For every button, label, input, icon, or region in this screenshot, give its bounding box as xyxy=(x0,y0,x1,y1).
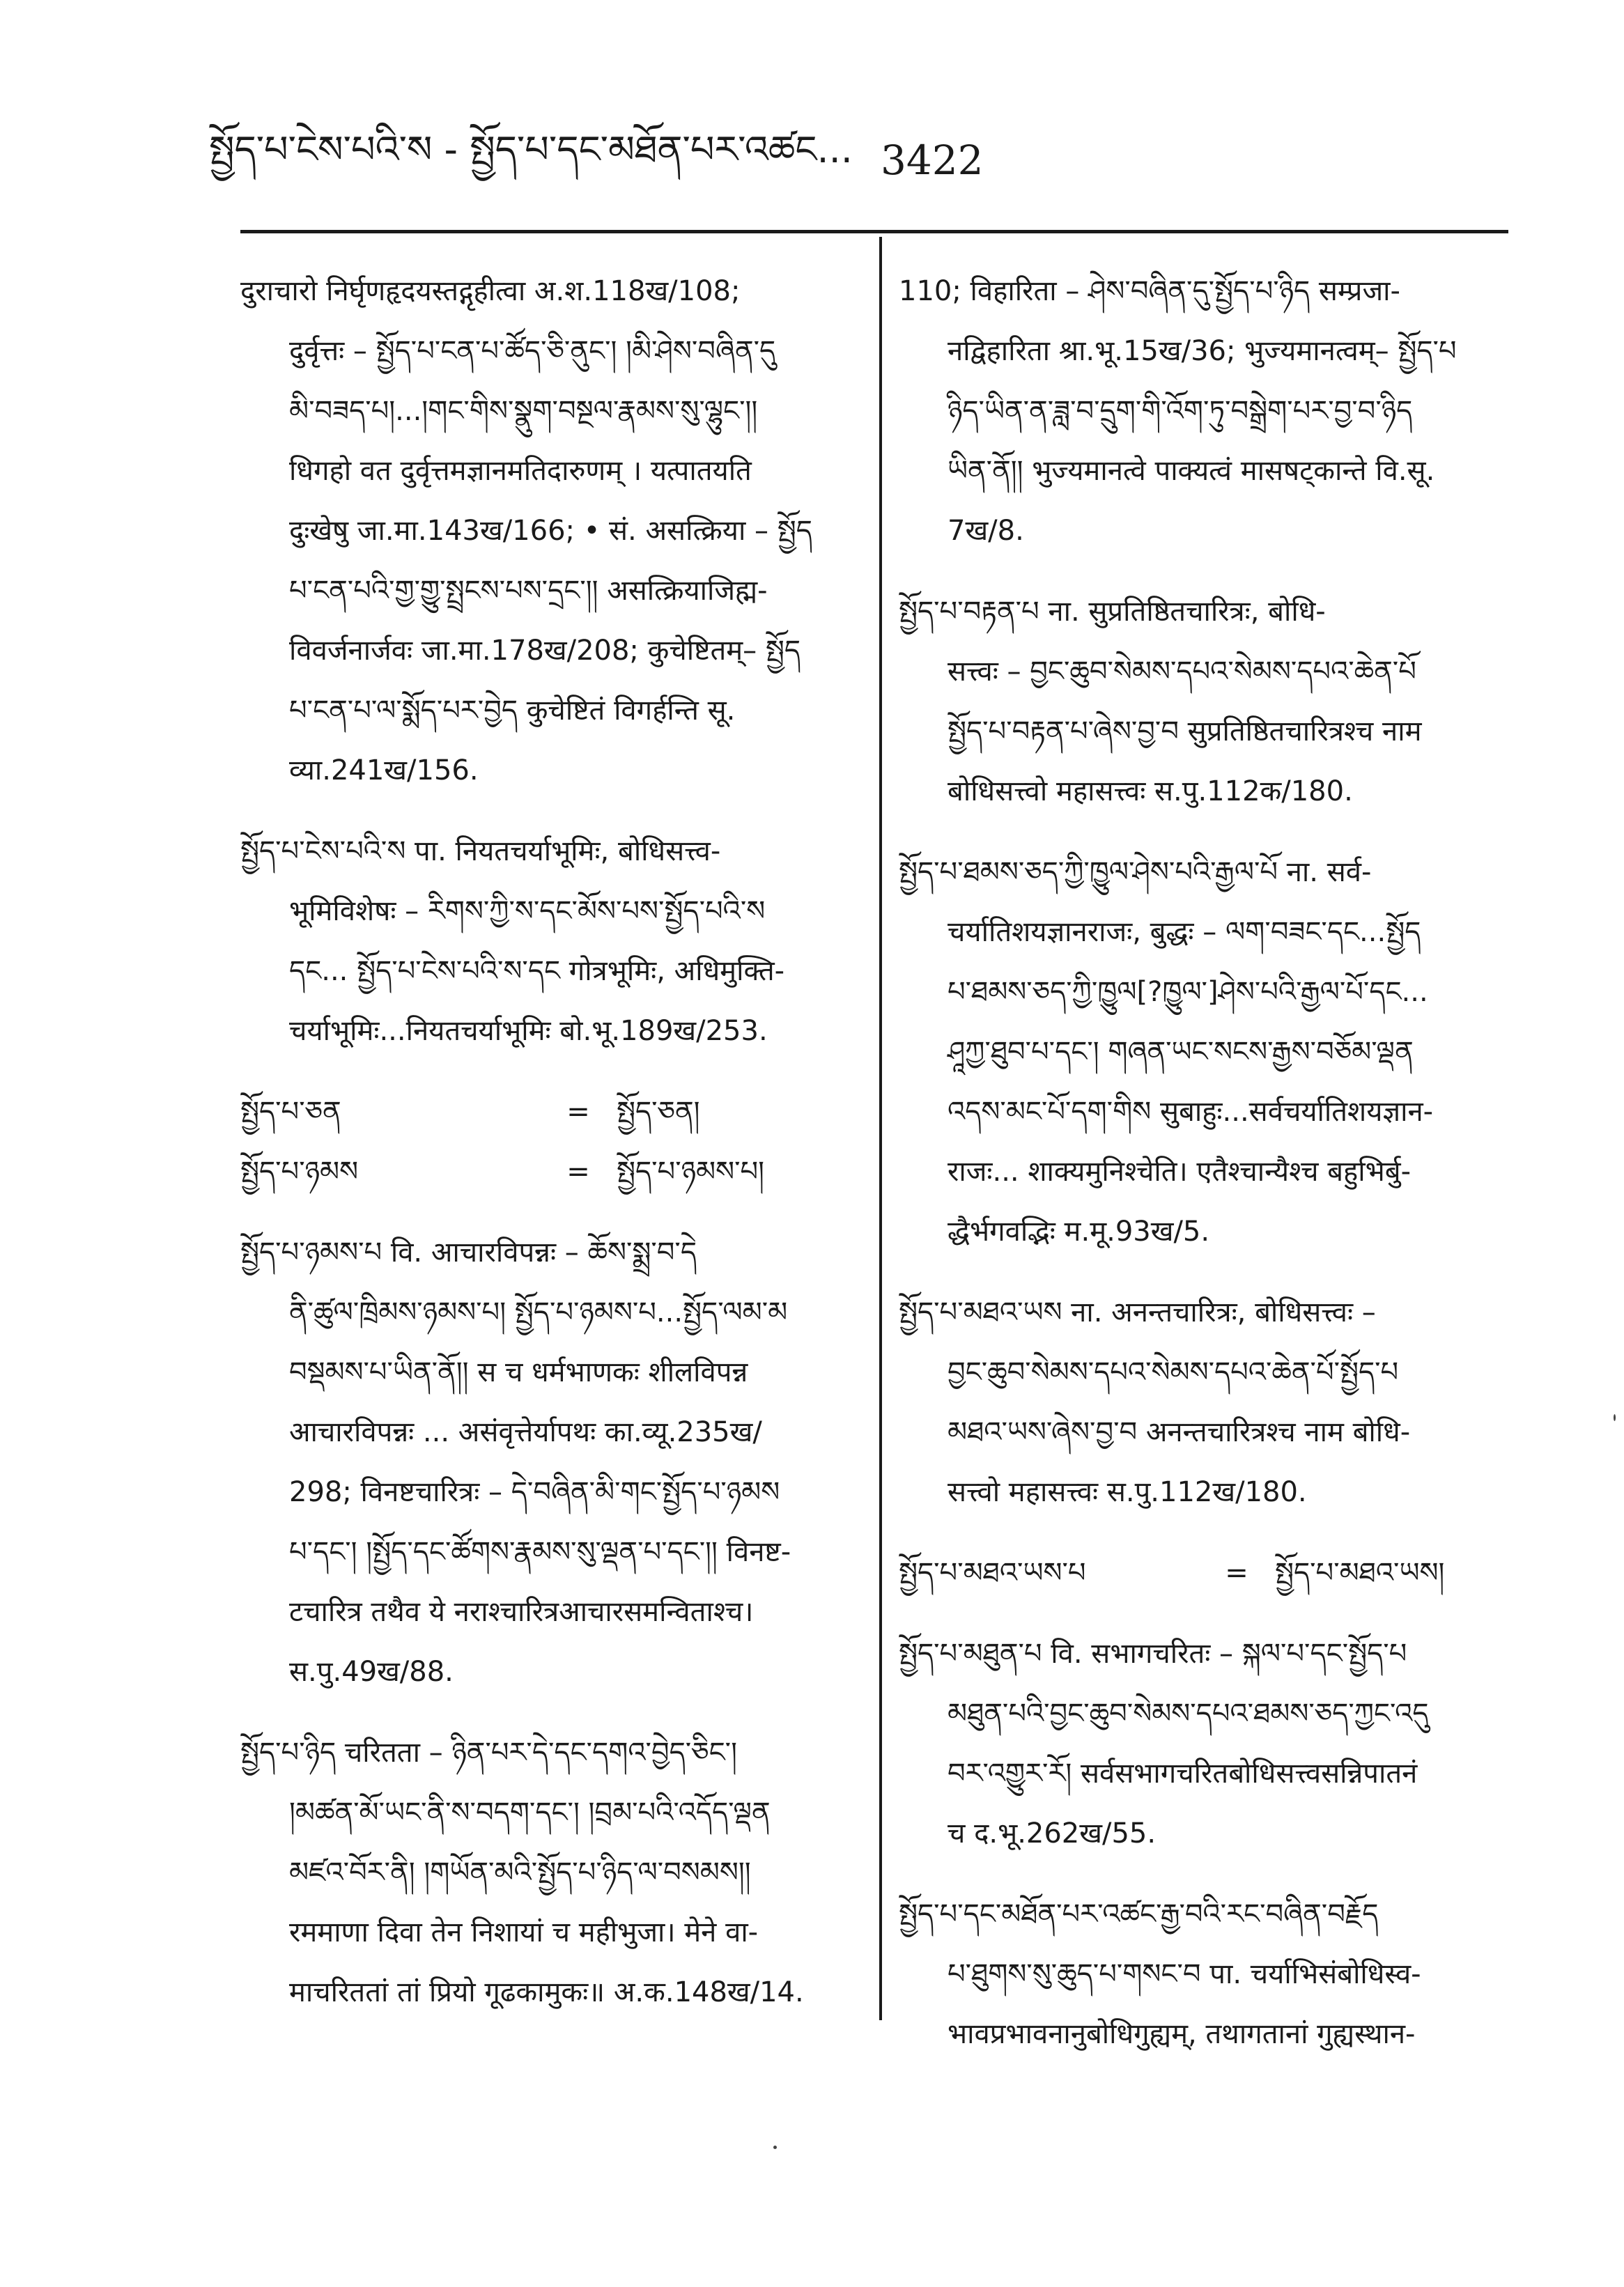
entry-text-line: བྱང་ཆུབ་སེམས་དཔའ་སེམས་དཔའ་ཆེན་པོ་སྤྱོད་པ xyxy=(948,1356,1399,1388)
entry-text-line: །མཚན་མོ་ཡང་ནི་ས་བདག་དང་། །བྲམ་པའི་འདོད་ལྡན xyxy=(289,1797,771,1829)
running-title: སྤྱོད་པ་ངེས་པའི་ས - སྤྱོད་པ་དང་མཐོན་པར་འཚང... xyxy=(209,127,853,171)
right-column xyxy=(899,261,1526,2085)
entry-text-line: माचरिततां तां प्रियो गूढकामुकः॥ अ.क.148ख/14. xyxy=(289,1976,804,2008)
entry-text-line: ཡིན་ནོ།། भुज्यमानत्वे पाक्यत्वं मासषट्कान्ते वि.सू. xyxy=(948,455,1435,487)
dictionary-entry xyxy=(240,1723,853,2022)
equals-sign: = xyxy=(566,1096,590,1128)
entry-headline: སྤྱོད་པ་མཐུན་པ वि. सभागचरितः – སྐལ་པ་དང་སྤྱོད་པ xyxy=(899,1638,1407,1670)
entry-text-line: 298; विनष्टचारित्रः – དེ་བཞིན་མི་གང་སྤྱོད་པ་ཉམས xyxy=(289,1476,780,1508)
entry-text-line: སྤྱོད་པ་བརྟན་པ་ཞེས་བྱ་བ सुप्रतिष्ठितचारित्रश्च नाम xyxy=(948,715,1422,747)
entry-text-line: པ་ཐམས་ཅད་ཀྱི་ཁྱུལ[?ཁྱུལ་]ཤེས་པའི་རྒྱལ་པོ་དང... xyxy=(948,976,1428,1008)
entry-text-line: द्धैर्भगवद्भिः म.मू.93ख/5. xyxy=(948,1216,1210,1248)
equals-sign: = xyxy=(1225,1557,1248,1589)
entry-headline: སྤྱོད་པ་བརྟན་པ ना. सुप्रतिष्ठितचारित्रः, बोधि- xyxy=(899,596,1326,628)
entry-text-line: स.पु.49ख/88. xyxy=(289,1656,454,1688)
column-divider xyxy=(879,237,882,2020)
entry-text-line: राजः... शाक्यमुनिश्चेति। एतैश्चान्यैश्च बहुभिर्बु- xyxy=(948,1156,1412,1188)
headword: སྤྱོད་པ་ཉམས xyxy=(240,1156,359,1188)
entry-text-line: दुःखेषु जा.मा.143ख/166; • सं. असत्क्रिया – སྤྱོད xyxy=(289,515,812,547)
dictionary-entry xyxy=(899,842,1526,1262)
entry-headline: 110; विहारिता – ཤེས་བཞིན་དུ་སྤྱོད་པ་ཉིད सम्प्रजा- xyxy=(899,275,1400,307)
entry-text-line: མཛའ་བོར་ནི། །གཡོན་མའི་སྤྱོད་པ་ཉིད་ལ་བསམས།། xyxy=(289,1856,751,1889)
entry-text-line: भावप्रभावनानुबोधिगुह्यम्, तथागतानां गुह्यस्थान- xyxy=(948,2018,1416,2050)
entry-text-line: धिगहो वत दुर्वृत्तमज्ञानमतिदारुणम् । यत्पातयति xyxy=(289,455,752,487)
header-rule xyxy=(240,230,1508,233)
entry-headline: སྤྱོད་པ་ངེས་པའི་ས पा. नियतचर्याभूमिः, बोधिसत्त्व- xyxy=(240,835,721,867)
entry-text-line: ནི་ཚུལ་ཁྲིམས་ཉམས་པ། སྤྱོད་པ་ཉམས་པ...སྤྱོད་ལམ་མ xyxy=(289,1296,788,1328)
scan-speck xyxy=(1614,1414,1616,1421)
entry-text-line: བསྡམས་པ་ཡིན་ནོ།། स च धर्मभाणकः शीलविपन्न xyxy=(289,1356,748,1388)
headword: སྤྱོད་པ་མཐའ་ཡས་པ xyxy=(899,1557,1086,1589)
equivalence-row xyxy=(240,1082,853,1142)
entry-text-line: འདས་མང་པོ་དག་གིས सुबाहुः...सर्वचर्यातिशयज्ञान- xyxy=(948,1096,1434,1128)
entry-text-line: པ་ཐུགས་སུ་ཆུད་པ་གསང་བ पा. चर्याभिसंबोधिस्व- xyxy=(948,1958,1421,1990)
equivalent-term: སྤྱོད་པ་ཉམས་པ། xyxy=(617,1156,764,1188)
entry-text-line: नद्विहारिता श्रा.भू.15ख/36; भुज्यमानत्वम्– སྤྱོད་པ xyxy=(948,335,1457,367)
entry-text-line: व्या.241ख/156. xyxy=(289,754,479,786)
entry-text-line: भूमिविशेषः – རིགས་ཀྱི་ས་དང་མོས་པས་སྤྱོད་པའི་ས xyxy=(289,895,766,927)
dictionary-entry xyxy=(899,582,1526,821)
dictionary-entry xyxy=(240,1082,853,1202)
entry-text-line: ཤཱཀྱ་ཐུབ་པ་དང་། གཞན་ཡང་སངས་རྒྱས་བཅོམ་ལྡན xyxy=(948,1036,1414,1068)
dictionary-entry xyxy=(899,1624,1526,1863)
equivalent-term: སྤྱོད་ཅན། xyxy=(617,1096,700,1128)
entry-text-line: दुर्वृत्तः – སྤྱོད་པ་ངན་པ་ཚོད་ཅི་ནུང་། །མི་ཤེས་བཞིན་དུ xyxy=(289,335,776,367)
entry-text-line: མི་བཟད་པ།...།གང་གིས་སྣུག་བསྔལ་རྣམས་སུ་ལྷུང་།། xyxy=(289,395,758,427)
dictionary-entry xyxy=(240,261,853,800)
equivalence-row xyxy=(240,1142,853,1202)
equivalence-row xyxy=(899,1543,1526,1603)
headword: སྤྱོད་པ་ཅན xyxy=(240,1096,341,1128)
entry-text-line: པ་ངན་པ་ལ་སྨོད་པར་བྱེད कुचेष्टितं विगर्हन्ति सू. xyxy=(289,695,736,727)
entry-text-line: 7ख/8. xyxy=(948,515,1024,547)
entry-text-line: མཐའ་ཡས་ཞེས་བྱ་བ अनन्तचारित्रश्च नाम बोधि- xyxy=(948,1416,1411,1448)
dictionary-entry xyxy=(240,821,853,1061)
entry-text-line: པ་དང་། །སྤྱོད་དང་ཚོགས་རྣམས་སུ་ལྡན་པ་དང་།། विनष्ट- xyxy=(289,1536,791,1568)
dictionary-entry xyxy=(899,261,1526,561)
entry-text-line: चर्याभूमिः...नियतचर्याभूमिः बो.भू.189ख/253. xyxy=(289,1015,768,1047)
page-number: 3422 xyxy=(880,137,984,184)
scan-speck xyxy=(773,2146,777,2149)
equals-sign: = xyxy=(566,1156,590,1188)
entry-headline: སྤྱོད་པ་ཉམས་པ वि. आचारविपन्नः – ཆོས་སྨྲ་བ་དེ xyxy=(240,1236,697,1269)
equivalent-term: སྤྱོད་པ་མཐའ་ཡས། xyxy=(1275,1557,1445,1589)
entry-headline: སྤྱོད་པ་ཐམས་ཅད་ཀྱི་ཁྱུལ་ཤེས་པའི་རྒྱལ་པོ ना. सर्व- xyxy=(899,856,1372,888)
entry-text-line: དང... སྤྱོད་པ་ངེས་པའི་ས་དང गोत्रभूमिः, अधिमुक्ति- xyxy=(289,955,785,987)
entry-text-line: ཉིད་ཡིན་ན་ཟླ་བ་དྲུག་གི་འོག་ཏུ་བསྒྲེག་པར་བྱ་བ་ཉིད xyxy=(948,395,1413,427)
dictionary-entry xyxy=(899,1543,1526,1603)
page-header xyxy=(209,118,1533,202)
entry-text-line: མཐུན་པའི་བྱང་ཆུབ་སེམས་དཔའ་ཐམས་ཅད་ཀྱང་འདུ xyxy=(948,1698,1429,1730)
dictionary-entry xyxy=(899,1282,1526,1522)
entry-text-line: सत्त्वो महासत्त्वः स.पु.112ख/180. xyxy=(948,1476,1307,1508)
entry-text-line: टचारित्र तथैव ये नराश्चारित्रआचारसमन्विताश्च। xyxy=(289,1596,754,1628)
entry-headline: दुराचारो निर्घृणहृदयस्तद्गृहीत्वा अ.श.118ख/108; xyxy=(240,275,741,307)
entry-text-line: आचारविपन्नः ... असंवृत्तेर्यापथः का.व्यू.235ख/ xyxy=(289,1416,762,1448)
entry-text-line: པ་ངན་པའི་གྱ་གྱུ་སྤྲངས་པས་དྲང་།། असत्क्रियाजिह्म- xyxy=(289,575,768,607)
entry-text-line: བར་འགྱུར་རོ། सर्वसभागचरितबोधिसत्त्वसन्निपातनं xyxy=(948,1758,1418,1790)
entry-text-line: चर्यातिशयज्ञानराजः, बुद्धः – ལག་བཟང་དང...སྤྱོད xyxy=(948,916,1421,948)
entry-text-line: सत्त्वः – བྱང་ཆུབ་སེམས་དཔའ་སེམས་དཔའ་ཆེན་པོ xyxy=(948,656,1416,688)
entry-text-line: बोधिसत्त्वो महासत्त्वः स.पु.112क/180. xyxy=(948,775,1353,807)
entry-text-line: विवर्जनार्जवः जा.मा.178ख/208; कुचेष्टितम्– སྤྱོད xyxy=(289,635,801,667)
entry-text-line: रममाणा दिवा तेन निशायां च महीभुजा। मेने वा- xyxy=(289,1916,759,1948)
entry-headline: སྤྱོད་པ་དང་མཐོན་པར་འཚང་རྒྱ་བའི་རང་བཞིན་བརྗོད xyxy=(899,1898,1379,1930)
left-column xyxy=(240,261,853,2043)
entry-headline: སྤྱོད་པ་ཉིད चरितता – ཉིན་པར་དེ་དང་དགའ་བྱེད་ཅིང་། xyxy=(240,1737,737,1769)
entry-text-line: च द.भू.262ख/55. xyxy=(948,1817,1157,1850)
dictionary-entry xyxy=(240,1223,853,1702)
entry-headline: སྤྱོད་པ་མཐའ་ཡས ना. अनन्तचारित्रः, बोधिसत्त्वः – xyxy=(899,1296,1376,1328)
dictionary-entry xyxy=(899,1884,1526,2064)
